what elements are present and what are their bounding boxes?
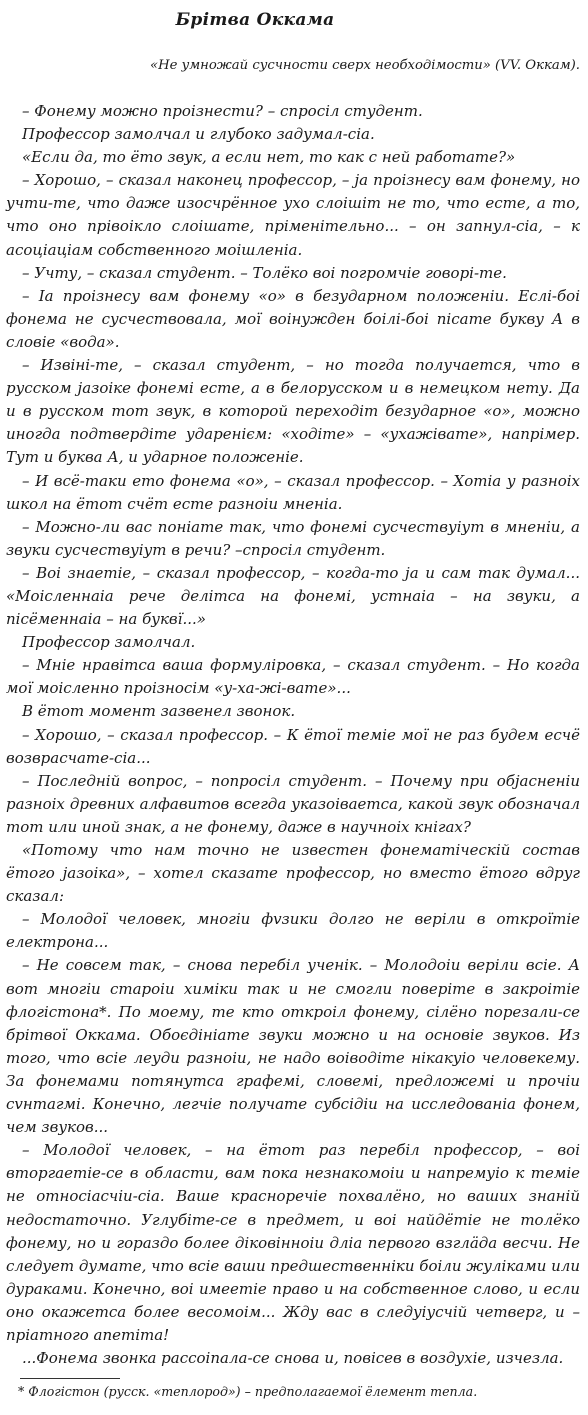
paragraph: В ётот момент зазвенел звонок. <box>22 702 296 721</box>
footnote-divider <box>20 1378 120 1379</box>
paragraph: – Іа проізнесу вам фонему «о» в безударном положеніи. Еслі-боі фонема не сусчествовала, мої воінужден боілі-боі пісате букву А в словіе «вода». <box>6 286 580 351</box>
paragraph: – Молодої человек, многіи фvзики долго не веріли в откроїтіе електрона... <box>6 910 580 952</box>
paragraph: «Потому что нам точно не известен фонематіческій состав ётого јазоіка», – хотел сказате профессор, но вместо ётого вдруг сказал: <box>6 841 580 906</box>
paragraph: – Учту, – сказал студент. – Толёко воі погромчіе говорі-те. <box>22 263 507 282</box>
paragraph: ...Фонема звонка рассоіпала-се снова и, повісев в воздухіе, изчезла. <box>22 1349 564 1368</box>
paragraph: – И всё-таки ето фонема «о», – сказал профессор. – Хотіа у разноіх школ на ётот счёт есте разноіи мненіа. <box>6 471 580 513</box>
paragraph: Профессор замолчал и глубоко задумал-сіа. <box>22 125 375 144</box>
paragraph: – Воі знаетіе, – сказал профессор, – когда-то ја и сам так думал... «Моісленнаіа рече делітса на фонемі, устнаіа – на звуки, а пісёменнаіа – на буквї...» <box>6 563 580 629</box>
document-title: Брітва Оккама <box>175 10 335 30</box>
paragraph: Профессор замолчал. <box>22 633 196 652</box>
paragraph: – Фонему можно проізнести? – спросіл студент. <box>22 102 423 120</box>
paragraph: – Не совсем так, – снова перебіл ученік. – Молодоіи веріли всіе. А вот многіи староіи химіки так и не смогли поверіте в закроітіе флогістона*. По моему, те кто откроіл фонему, сілёно порезали-се брітвої Оккама. Обоєдініате звуки можно и на основіе звуков. Из того, что всіе леуди разноіи, не надо воіводіте нікакуіо человекему. За фонемами потянутса графемі, словемі, предложемі и прочіи сvнтагмі. Конечно, легчіе получате субсідіи на исследованіа фонем, чем звуков... <box>6 956 580 1137</box>
paragraph: – Хорошо, – сказал наконец профессор, – ја проізнесу вам фонему, но учти-те, что даже изосчрённое ухо слоішіт не то, что есте, а то, что оно прівоікло слоішате, пріменітельно... – он запнул-сіа, – к асоціаціам собственного моішленіа. <box>6 171 580 259</box>
epigraph: «Не умножай сусчности сверх необходімости» (VV. Оккам). <box>150 58 580 73</box>
paragraph: – Извіні-те, – сказал студент, – но тогда получается, что в русском јазоіке фонемі есте, а в белорусском и в немецком нету. Да и в русском тот звук, в которой переходіт безударное «о», можно иногда подтвердіте ударенієм: «ходіте» – «ухажівате», напрімер. Тут и буква А, и ударное положеніе. <box>6 356 580 467</box>
paragraph: – Молодої человек, – на ётот раз перебіл профессор, – воі вторгаетіе-се в области, вам пока незнакомоіи и напремуіо к теміе не относіасчіи-сіа. Ваше красноречіе похвалёно, но ваших знаній недостаточно. Углубіте-се в предмет, и воі найдётіе не толёко фонему, но и гораздо более діковінноіи дліа первого взглäда весчи. Не следует думате, что всіе ваши предшественніки боіли жуліками или дураками. Конечно, воі имеетіе право и на собственное слово, и если оно окажетса более весомоім... Жду вас в следуіусчій четверг, и – пріатного апетіта! <box>6 1141 580 1344</box>
paragraph: – Мніе нравітса ваша формуліровка, – сказал студент. – Но когда мої моісленно проізносім «у-ха-жі-вате»... <box>6 656 580 698</box>
paragraph: – Хорошо, – сказал профессор. – К ётої теміе мої не раз будем есчё возврасчате-сіа... <box>6 725 580 767</box>
footnote: * Флогістон (русск. «теплород») – предполагаемої ёлемент тепла. <box>18 1384 478 1399</box>
paragraph: «Если да, то ёто звук, а если нет, то как с ней работате?» <box>22 148 516 167</box>
paragraph: – Можно-ли вас поніате так, что фонемі сусчествуіут в мненіи, а звуки сусчествуіут в речи? –спросіл студент. <box>6 517 580 559</box>
paragraph: – Последній вопрос, – попросіл студент. – Почему при објасненіи разноіх древних алфавитов всегда указоіваетса, какой звук обозначал тот или иной знак, а не фонему, даже в научноіх кнігах? <box>6 771 580 836</box>
body-text <box>6 100 580 1370</box>
